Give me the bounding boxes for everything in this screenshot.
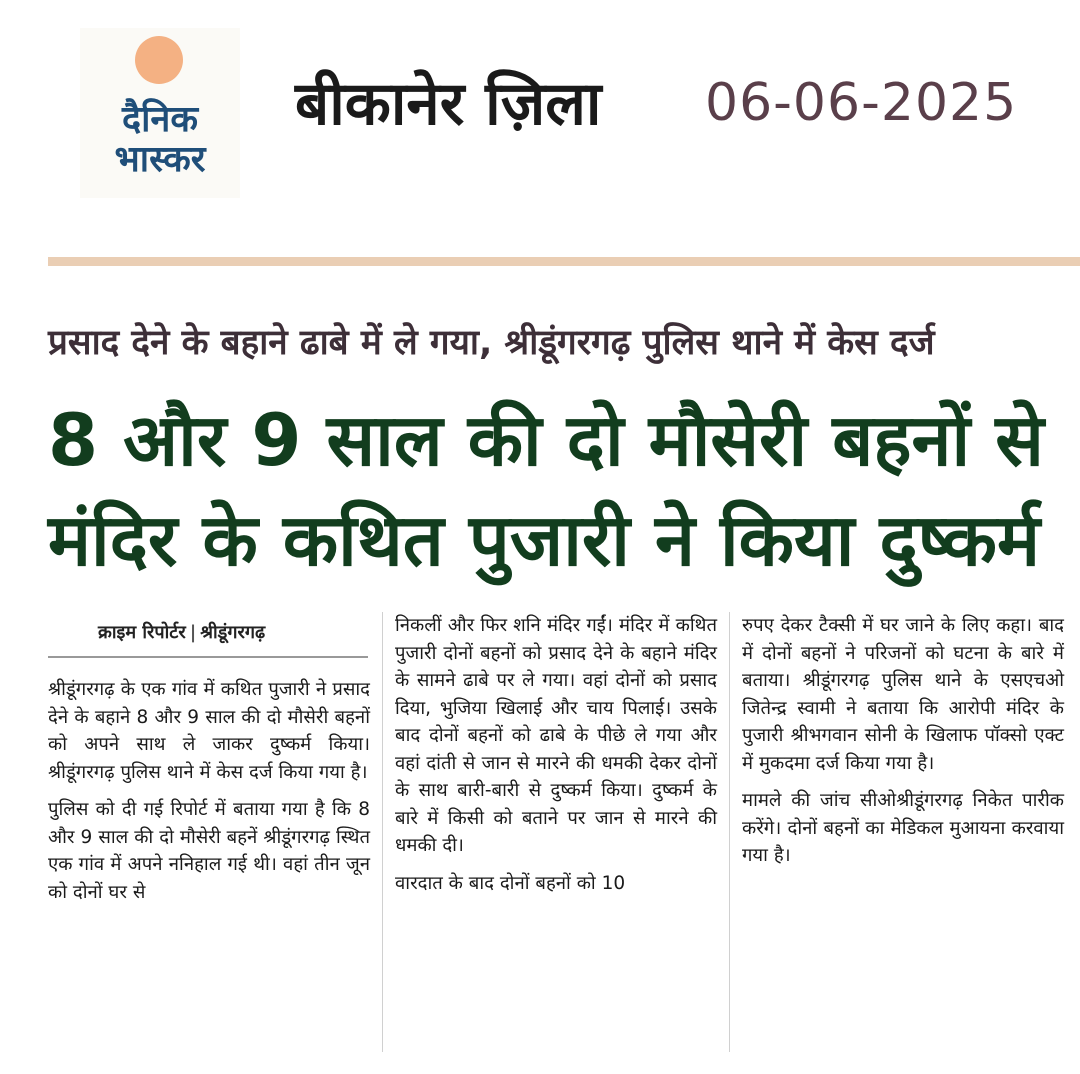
column-1-paragraph-1: श्रीडूंगरगढ़ के एक गांव में कथित पुजारी ने प्रसाद देने के बहाने 8 और 9 साल की दो मौसेरी बहनों को अपने साथ ले जाकर दुष्कर्म किया। श्रीडूंगरगढ़ पुलिस थाने में केस दर्ज किया गया है। [48, 679, 370, 783]
dainik-bhaskar-logo [80, 28, 240, 198]
article-column-2 [395, 612, 717, 907]
article-kicker: प्रसाद देने के बहाने ढाबे में ले गया, श्रीडूंगरगढ़ पुलिस थाने में केस दर्ज [48, 323, 935, 363]
column-3-paragraph-1: रुपए देकर टैक्सी में घर जाने के लिए कहा। बाद में दोनों बहनों ने परिजनों को घटना के बारे में बताया। श्रीडूंगरगढ़ पुलिस थाने के एसएचओ जितेन्द्र स्वामी ने बताया कि आरोपी मंदिर के पुजारी श्रीभगवान सोनी के खिलाफ पॉक्सो एक्ट में मुकदमा दर्ज किया गया है। [742, 615, 1064, 774]
sun-logo-icon [135, 36, 183, 84]
logo-line-1: दैनिक [121, 99, 199, 140]
article-column-3 [742, 612, 1064, 880]
article-headline [48, 390, 1080, 590]
column-2-paragraph-2: वारदात के बाद दोनों बहनों को 10 [395, 872, 626, 894]
column-divider [729, 612, 730, 1052]
byline: क्राइम रिपोर्टर | श्रीडूंगरगढ़ [98, 622, 266, 643]
column-2-paragraph-1: निकलीं और फिर शनि मंदिर गईं। मंदिर में कथित पुजारी दोनों बहनों को प्रसाद देने के बहाने मंदिर के सामने ढाबे पर ले गया। वहां दोनों को प्रसाद दिया, भुजिया खिलाई और चाय पिलाई। उसके बाद दोनों बहनों को ढाबे के पीछे ले गया और वहां दांती से जान से मारने की धमकी देकर दोनों के साथ बारी-बारी से दुष्कर्म किया। दुष्कर्म के बारे में किसी को बताने पर जान से मारने की धमकी दी। [395, 615, 717, 856]
logo-line-2: भास्कर [114, 139, 206, 180]
edition-date: 06-06-2025 [705, 73, 1018, 133]
byline-reporter: क्राइम रिपोर्टर [98, 622, 186, 643]
headline-line-1: 8 और 9 साल की दो मौसेरी बहनों से [48, 398, 1044, 482]
column-3-paragraph-2: मामले की जांच सीओश्रीडूंगरगढ़ निकेत पारीक करेंगे। दोनों बहनों का मेडिकल मुआयना करवाया गया है। [742, 790, 1064, 866]
column-divider [382, 612, 383, 1052]
column-1-paragraph-2: पुलिस को दी गई रिपोर्ट में बताया गया है कि 8 और 9 साल की दो मौसेरी बहनें श्रीडूंगरगढ़ स्थित एक गांव में अपने ननिहाल गई थी। वहां तीन जून को दोनों घर से [48, 799, 370, 903]
byline-divider [48, 656, 368, 658]
article-column-1 [48, 676, 370, 916]
byline-place: श्रीडूंगरगढ़ [200, 622, 266, 643]
district-title: बीकानेर ज़िला [295, 69, 602, 139]
masthead-divider [48, 257, 1080, 266]
headline-line-2: मंदिर के कथित पुजारी ने किया दुष्कर्म [48, 498, 1041, 582]
